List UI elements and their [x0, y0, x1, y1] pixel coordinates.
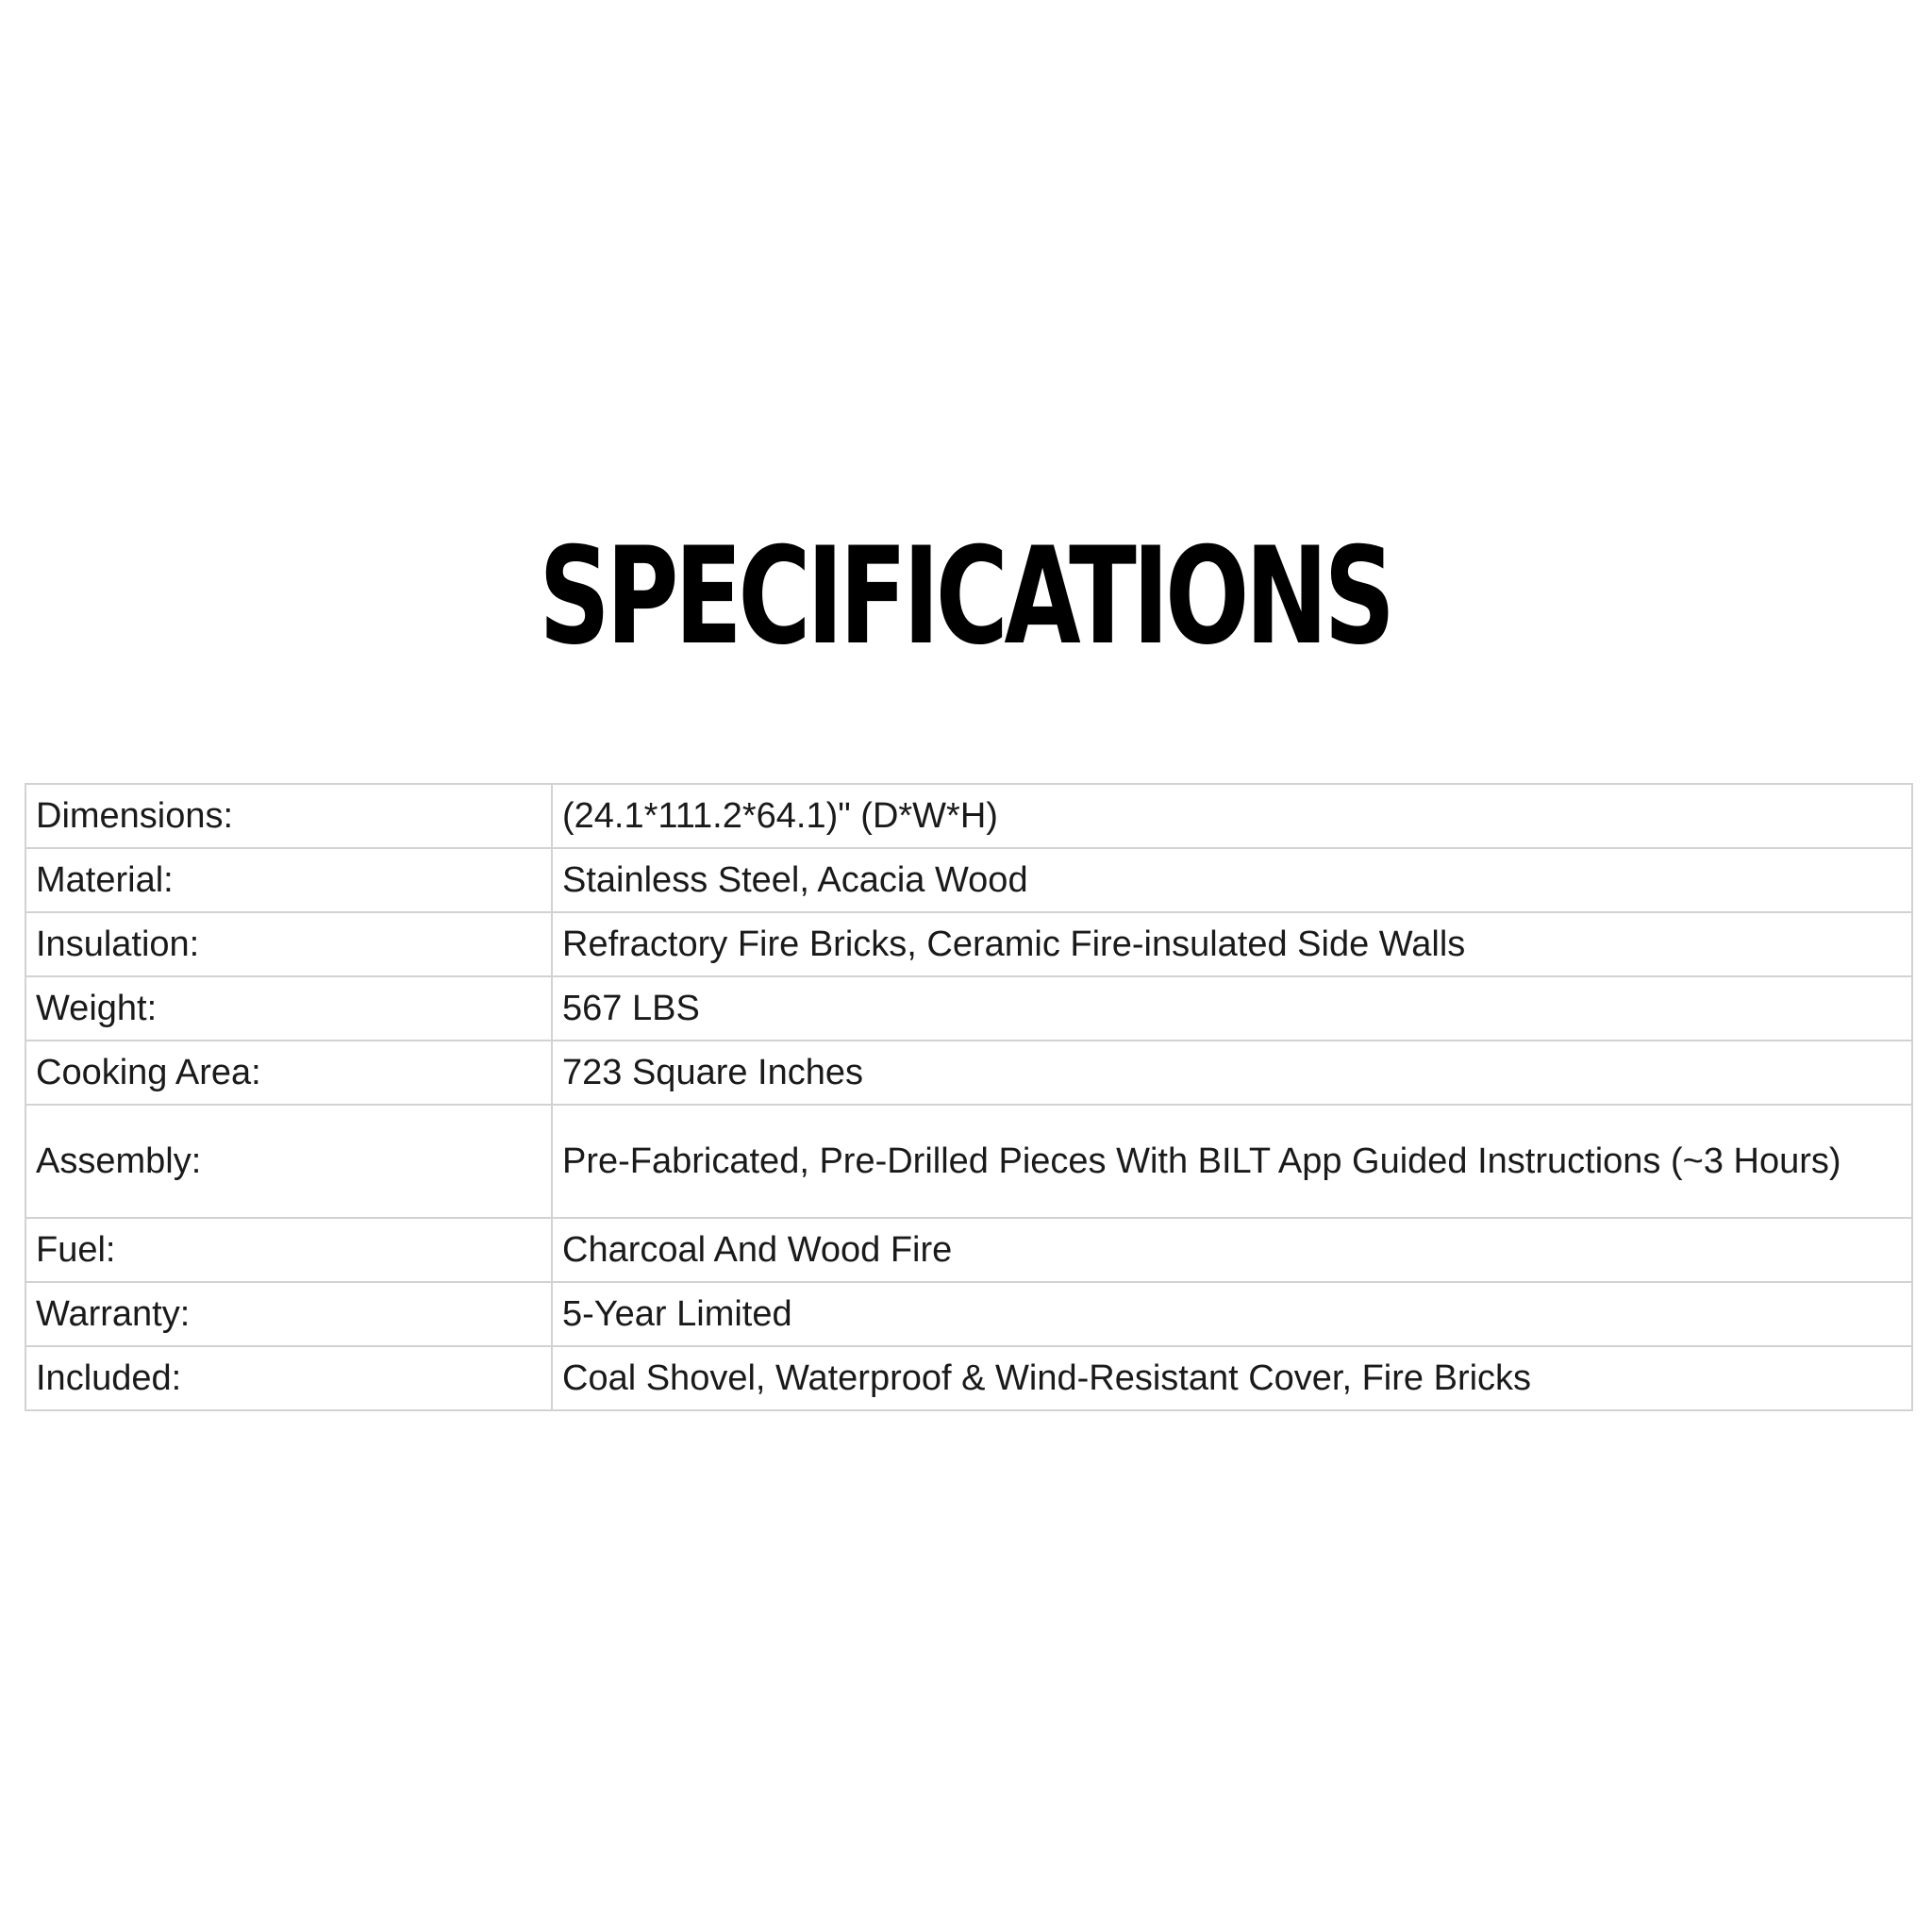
table-row-dimensions: [25, 784, 1912, 848]
table-row-material: [25, 848, 1912, 912]
spec-value: 723 Square Inches: [552, 1041, 1912, 1105]
table-row-fuel: [25, 1218, 1912, 1282]
table-row-included: [25, 1346, 1912, 1410]
table-row-weight: [25, 976, 1912, 1041]
page-title: SPECIFICATIONS: [539, 519, 1391, 675]
specifications-table: [25, 783, 1913, 1411]
spec-value: Charcoal And Wood Fire: [552, 1218, 1912, 1282]
spec-label: Cooking Area:: [25, 1041, 552, 1105]
spec-label: Fuel:: [25, 1218, 552, 1282]
table-row-insulation: [25, 912, 1912, 976]
table-row-cooking-area: [25, 1041, 1912, 1105]
spec-label: Weight:: [25, 976, 552, 1041]
spec-label: Dimensions:: [25, 784, 552, 848]
spec-value: Coal Shovel, Waterproof & Wind-Resistant Cover, Fire Bricks: [552, 1346, 1912, 1410]
spec-label: Included:: [25, 1346, 552, 1410]
table-row-assembly: [25, 1105, 1912, 1218]
spec-value: (24.1*111.2*64.1)" (D*W*H): [552, 784, 1912, 848]
spec-label: Material:: [25, 848, 552, 912]
spec-label: Insulation:: [25, 912, 552, 976]
spec-value: 5-Year Limited: [552, 1282, 1912, 1346]
spec-value: Stainless Steel, Acacia Wood: [552, 848, 1912, 912]
spec-value: 567 LBS: [552, 976, 1912, 1041]
table-row-warranty: [25, 1282, 1912, 1346]
spec-label: Warranty:: [25, 1282, 552, 1346]
spec-value: Refractory Fire Bricks, Ceramic Fire-insulated Side Walls: [552, 912, 1912, 976]
spec-value: Pre-Fabricated, Pre-Drilled Pieces With BILT App Guided Instructions (~3 Hours): [552, 1105, 1912, 1218]
spec-label: Assembly:: [25, 1105, 552, 1218]
